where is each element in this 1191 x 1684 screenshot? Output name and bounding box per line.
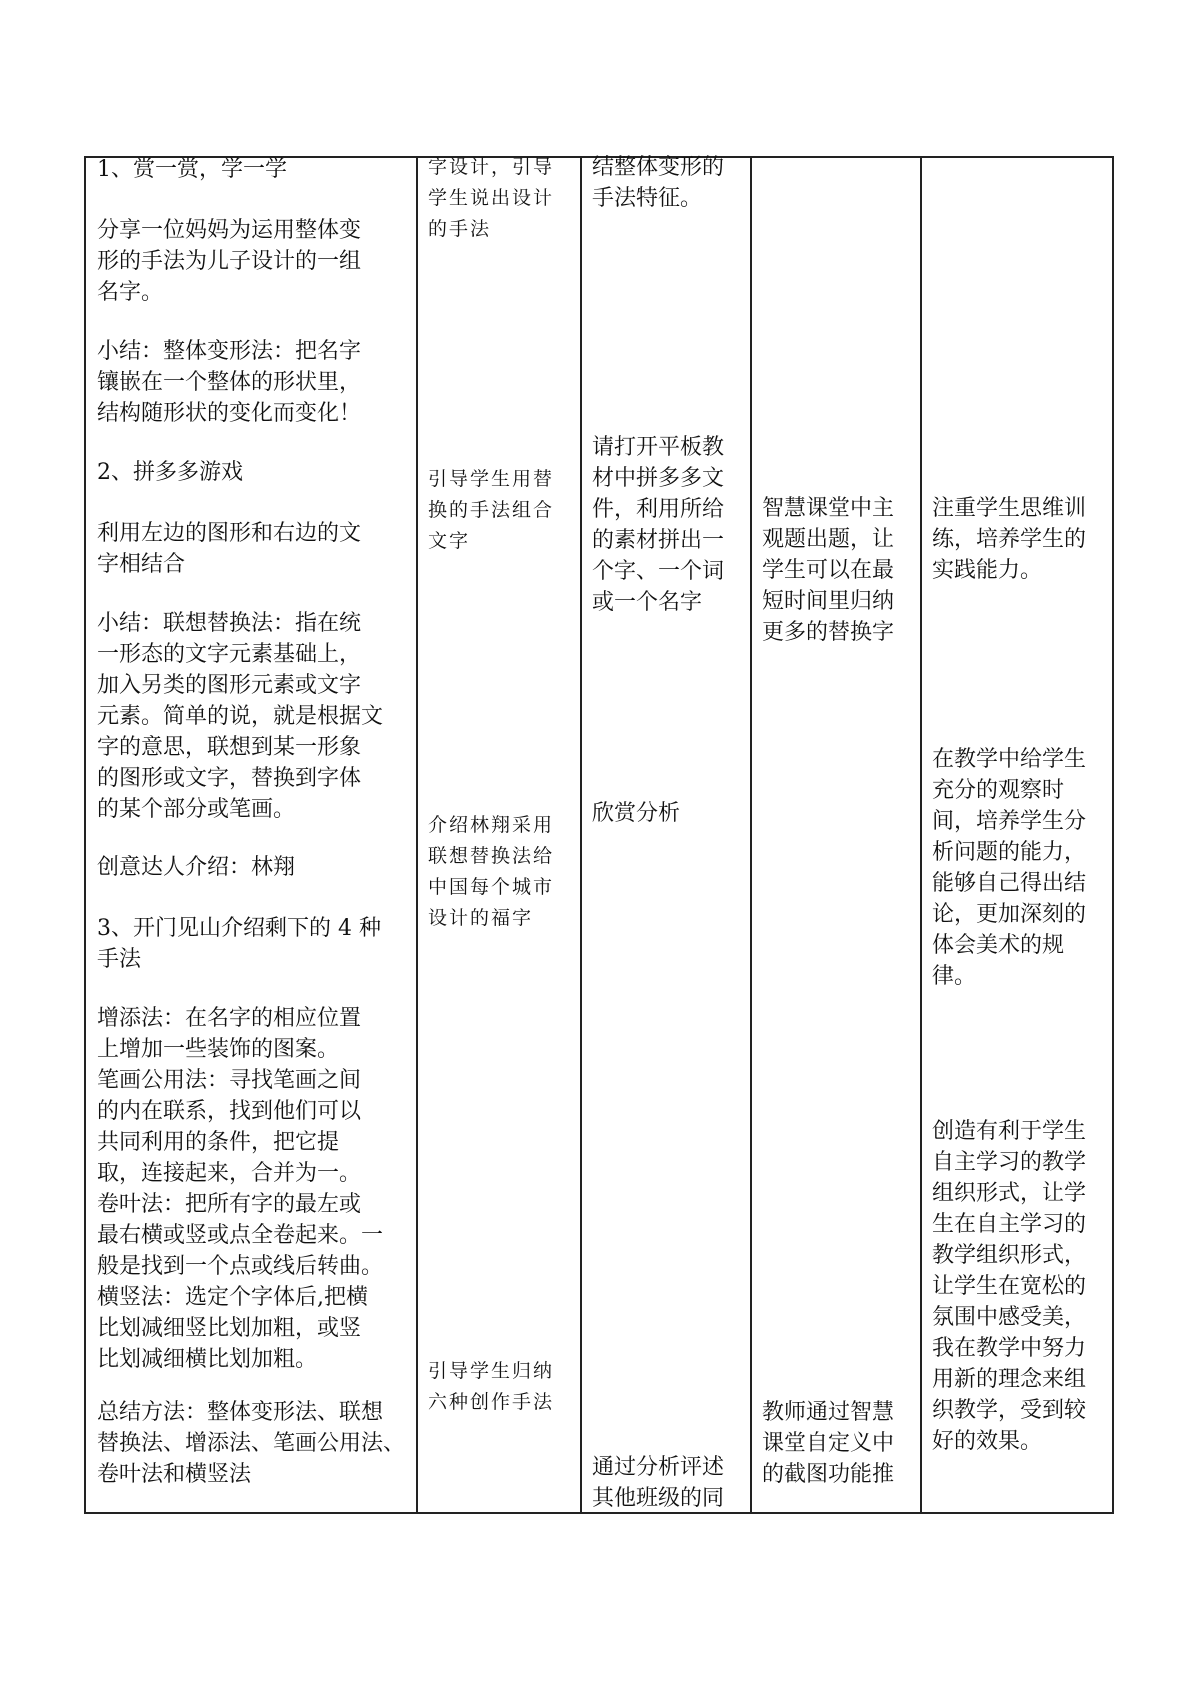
text-line: 实践能力。	[932, 558, 1043, 583]
text-line: 增添法：在名字的相应位置	[97, 1006, 362, 1031]
student-activity-3: 欣赏分析	[592, 801, 681, 826]
text-line: 联想替换法给	[428, 845, 555, 867]
section1-paragraph1	[97, 215, 361, 308]
text-line: 字的意思，联想到某一形象	[97, 735, 362, 760]
text-line: 在教学中给学生	[932, 747, 1087, 772]
text-line: 观题出题，让	[762, 527, 895, 552]
text-line: 横竖法：选定个字体后,把横	[97, 1285, 368, 1310]
text-line: 共同利用的条件，把它提	[97, 1130, 340, 1155]
column-teaching-content	[86, 158, 416, 1512]
text-line: 取，连接起来，合并为一。	[97, 1161, 362, 1186]
text-line: 文字	[428, 530, 471, 552]
design-intent-1	[932, 493, 1086, 586]
text-line: 自主学习的教学	[932, 1150, 1087, 1175]
text-line: 件，利用所给	[592, 497, 725, 522]
design-intent-3	[932, 1116, 1086, 1457]
text-line: 析问题的能力，	[932, 840, 1087, 865]
text-line: 创造有利于学生	[932, 1119, 1087, 1144]
text-line: 注重学生思维训	[932, 496, 1087, 521]
section3-title	[97, 913, 381, 975]
text-line: 替换法、增添法、笔画公用法、	[97, 1431, 406, 1456]
text-line: 比划减细横比划加粗。	[97, 1347, 318, 1372]
text-line: 的手法	[428, 218, 492, 240]
text-line: 手法特征。	[592, 186, 703, 211]
technology-note-1	[762, 493, 894, 648]
text-line: 短时间里归纳	[762, 589, 895, 614]
column-design-intent	[920, 158, 1116, 1512]
teacher-activity-3	[428, 810, 554, 934]
text-line: 用新的理念来组	[932, 1367, 1087, 1392]
text-line: 最右横或竖或点全卷起来。一	[97, 1223, 384, 1248]
text-line: 笔画公用法：寻找笔画之间	[97, 1068, 362, 1093]
text-line: 总结方法：整体变形法、联想	[97, 1400, 384, 1425]
text-line: 卷叶法和横竖法	[97, 1462, 252, 1487]
text-line: 比划减细竖比划加粗，或竖	[97, 1316, 362, 1341]
text-line: 律。	[932, 964, 977, 989]
text-line: 中国每个城市	[428, 876, 555, 898]
text-line: 课堂自定义中	[762, 1431, 895, 1456]
text-line: 通过分析评述	[592, 1455, 725, 1480]
text-line: 手法	[97, 947, 142, 972]
teacher-activity-4	[428, 1356, 554, 1418]
text-line: 分享一位妈妈为运用整体变	[97, 218, 362, 243]
text-line: 组织形式，让学	[932, 1181, 1087, 1206]
text-line: 结构随形状的变化而变化！	[97, 401, 362, 426]
text-line: 或一个名字	[592, 590, 703, 615]
text-line: 氛围中感受美，	[932, 1305, 1087, 1330]
text-line: 介绍林翔采用	[428, 814, 555, 836]
column-teacher-activity	[416, 158, 582, 1512]
teacher-activity-1	[428, 152, 554, 245]
column-technology-use	[750, 158, 922, 1512]
text-line: 上增加一些装饰的图案。	[97, 1037, 340, 1062]
text-line: 间，培养学生分	[932, 809, 1087, 834]
text-line: 利用左边的图形和右边的文	[97, 521, 362, 546]
lesson-plan-table	[84, 156, 1114, 1514]
text-line: 的图形或文字，替换到字体	[97, 766, 362, 791]
text-line: 智慧课堂中主	[762, 496, 895, 521]
section2-summary	[97, 608, 383, 825]
text-line: 教学组织形式，	[932, 1243, 1087, 1268]
text-line: 的截图功能推	[762, 1462, 895, 1487]
text-line: 练，培养学生的	[932, 527, 1087, 552]
text-line: 字相结合	[97, 552, 186, 577]
text-line: 加入另类的图形元素或文字	[97, 673, 362, 698]
text-line: 学生可以在最	[762, 558, 895, 583]
section3-conclusion	[97, 1397, 405, 1490]
design-intent-2	[932, 744, 1086, 992]
text-line: 充分的观察时	[932, 778, 1065, 803]
teacher-activity-2	[428, 464, 554, 557]
text-line: 的内在联系，找到他们可以	[97, 1099, 362, 1124]
text-line: 请打开平板教	[592, 435, 725, 460]
text-line: 学生说出设计	[428, 187, 555, 209]
text-line: 更多的替换字	[762, 620, 895, 645]
section2-title: 2、拼多多游戏	[97, 460, 243, 485]
text-line: 个字、一个词	[592, 559, 725, 584]
student-activity-4	[592, 1452, 724, 1514]
text-line: 设计的福字	[428, 907, 534, 929]
text-line: 结整体变形的	[592, 155, 725, 180]
text-line: 生在自主学习的	[932, 1212, 1087, 1237]
section1-title: 1、赏一赏，学一学	[97, 157, 287, 182]
text-line: 的素材拼出一	[592, 528, 725, 553]
text-line: 小结：整体变形法：把名字	[97, 339, 362, 364]
student-activity-2	[592, 432, 724, 618]
text-line: 字设计，引导	[428, 156, 555, 178]
text-line: 织教学，受到较	[932, 1398, 1087, 1423]
text-line: 卷叶法：把所有字的最左或	[97, 1192, 362, 1217]
text-line: 引导学生用替	[428, 468, 555, 490]
text-line: 教师通过智慧	[762, 1400, 895, 1425]
text-line: 论，更加深刻的	[932, 902, 1087, 927]
section2-designer-intro: 创意达人介绍：林翔	[97, 855, 296, 880]
text-line: 小结：联想替换法：指在统	[97, 611, 362, 636]
column-student-activity	[580, 155, 752, 1512]
text-line: 形的手法为儿子设计的一组	[97, 249, 362, 274]
text-line: 3、开门见山介绍剩下的 4 种	[97, 916, 381, 941]
text-line: 引导学生归纳	[428, 1360, 555, 1382]
text-line: 般是找到一个点或线后转曲。	[97, 1254, 384, 1279]
section2-paragraph1	[97, 518, 361, 580]
technology-note-2	[762, 1397, 894, 1490]
text-line: 好的效果。	[932, 1429, 1043, 1454]
text-line: 元素。简单的说，就是根据文	[97, 704, 384, 729]
student-activity-1	[592, 152, 724, 214]
text-line: 能够自己得出结	[932, 871, 1087, 896]
text-line: 我在教学中努力	[932, 1336, 1087, 1361]
text-line: 换的手法组合	[428, 499, 555, 521]
section1-summary	[97, 336, 361, 429]
text-line: 一形态的文字元素基础上，	[97, 642, 362, 667]
text-line: 让学生在宽松的	[932, 1274, 1087, 1299]
text-line: 名字。	[97, 280, 164, 305]
text-line: 材中拼多多文	[592, 466, 725, 491]
text-line: 镶嵌在一个整体的形状里，	[97, 370, 362, 395]
section3-methods	[97, 1003, 383, 1375]
text-line: 六种创作手法	[428, 1391, 555, 1413]
text-line: 体会美术的规	[932, 933, 1065, 958]
text-line: 的某个部分或笔画。	[97, 797, 296, 822]
text-line: 其他班级的同	[592, 1486, 725, 1511]
